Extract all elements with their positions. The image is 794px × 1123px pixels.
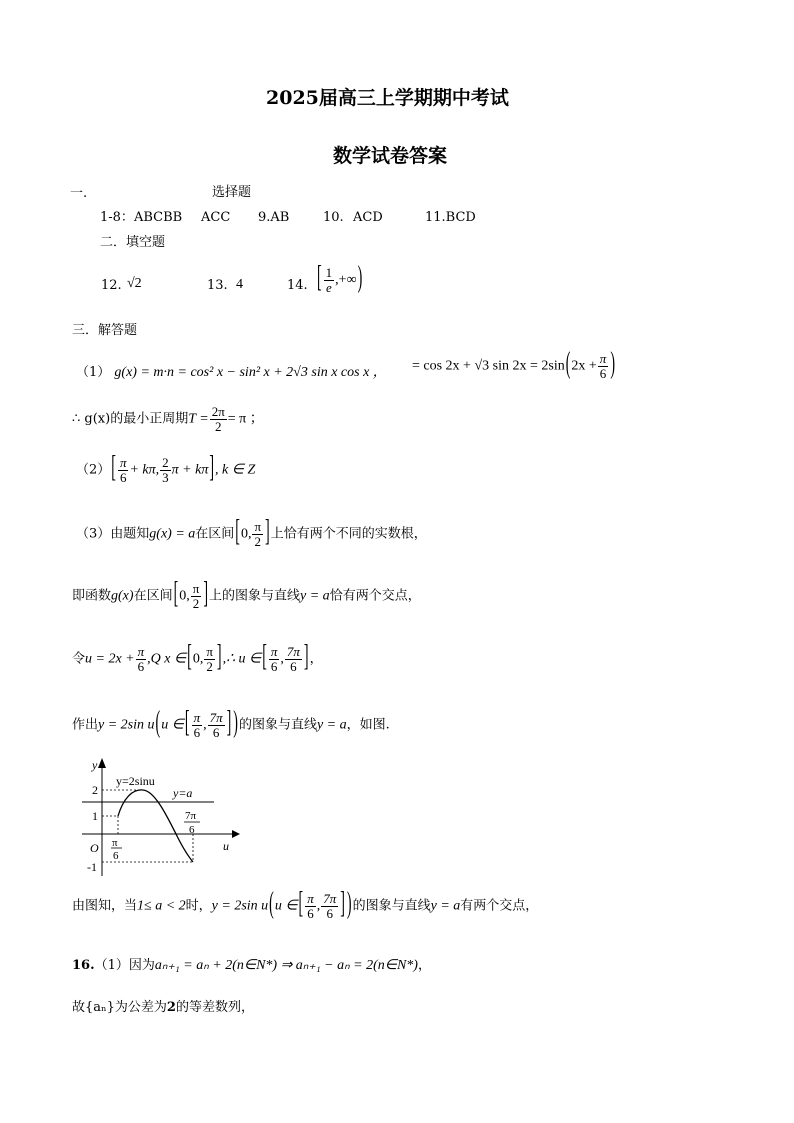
p4-zero: 0, [240, 526, 252, 542]
p5-frac-den: 2 [192, 595, 200, 611]
left-bracket: [ [317, 262, 322, 296]
p3-frac-1 [118, 456, 129, 484]
q12-answer: √2 [127, 276, 142, 291]
p6-frac-1-num: π [137, 644, 145, 659]
x-tick-6b: 6 [189, 824, 195, 836]
y-axis-arrow [98, 758, 106, 768]
bracket-open-2: [ [262, 641, 267, 675]
p3-frac-2-den: 3 [162, 469, 169, 485]
p2-T: T = [188, 411, 209, 427]
p3-tail: , k ∈ Z [215, 462, 256, 478]
paren-open: ( [155, 707, 161, 741]
p6-frac-2-den: 2 [206, 658, 213, 674]
p4-frac-den: 2 [254, 533, 261, 549]
p6-q: ,Q x ∈ [147, 651, 187, 667]
p8-mid: 的图象与直线 [352, 898, 431, 914]
line-label: y=a [173, 786, 193, 800]
p8-u: u ∈ [274, 898, 298, 914]
q12-label: 12. [101, 278, 122, 293]
p8-head: 由图知，当 [72, 898, 138, 914]
p8-frac-2 [321, 892, 338, 920]
bracket-close: ] [203, 578, 208, 612]
page-subtitle: 数学试卷答案 [333, 145, 448, 167]
p8-frac-2-num: 7π [323, 891, 337, 906]
q14-fraction [324, 266, 335, 294]
p1-expression: g(x) = m·n = cos² x − sin² x + 2√3 sin x cos x ， [114, 365, 387, 380]
p6-frac-1-den: 6 [137, 658, 145, 674]
answers-1-8 [100, 211, 182, 224]
p8-line: 由图知，当1≤ a < 2时，y = 2sin u(u ∈[ $\frac{\pi}{6}$ , $\frac{7\pi}{6}$ ] )的图象与直线y = a有两个交点， [72, 888, 539, 922]
bracket-open: [ [235, 516, 240, 550]
p7-frac-1 [192, 711, 203, 739]
p7-y: y = 2sin u [98, 717, 155, 733]
p3-frac-2 [160, 456, 171, 484]
p5-line [72, 578, 421, 612]
q16-common-difference: 2 [166, 1000, 176, 1015]
p6-frac-3 [269, 645, 280, 673]
p5-y: y = a [300, 588, 330, 604]
p7-ya: y = a [316, 717, 347, 733]
section1-number: 一. [70, 186, 88, 201]
p3-line [76, 452, 256, 486]
q14-denominator: e [326, 279, 332, 295]
section1-heading: 选择题 [212, 185, 252, 200]
p8-when: 时， [185, 898, 212, 914]
p3-frac-1-den: 6 [119, 469, 127, 485]
p8-frac-1-num: π [307, 891, 314, 906]
p8-frac-2-den: 6 [326, 905, 333, 921]
p4-frac [252, 520, 263, 548]
p5-frac-num: π [192, 581, 200, 596]
right-paren: ) [357, 262, 363, 296]
paren-close: ) [610, 348, 615, 382]
bracket-close: ] [340, 888, 345, 922]
answer-9: 9.AB [258, 210, 290, 225]
p2-frac-den: 2 [214, 418, 222, 434]
p5-zero: 0, [179, 588, 190, 604]
bracket-open: [ [184, 707, 190, 741]
p4-g: g(x) = a [149, 526, 196, 542]
p7-frac-2-den: 6 [212, 724, 220, 740]
p6-head: 令 [72, 651, 86, 667]
p6-frac-2 [204, 645, 215, 673]
p1-frac-den: 6 [599, 365, 607, 381]
p7-frac-1-den: 6 [193, 724, 201, 740]
p7-mid: 的图象与直线 [238, 717, 317, 733]
p5-head: 即函数 [72, 588, 112, 604]
bracket-close: ] [216, 641, 222, 675]
page-title: 2025届高三上学期期中考试 [266, 87, 509, 109]
q14-rest: ,+∞ [335, 272, 357, 288]
p6-tail: ， [309, 651, 323, 667]
bracket-open: [ [173, 578, 179, 612]
q14-label: 14. [287, 278, 308, 293]
p6-frac-4 [285, 645, 302, 673]
section3-heading: 三．解答题 [72, 323, 138, 338]
p5-mid2: 上的图象与直线 [209, 588, 301, 604]
p8-cond: 1≤ a < 2 [137, 898, 186, 914]
bracket-open: [ [111, 452, 116, 486]
p1-label: （1） [76, 365, 111, 380]
p1-inner: 2x + [571, 358, 597, 374]
p6-frac-4-num: 7π [286, 644, 300, 659]
curve-label: y=2sinu [116, 774, 155, 788]
p3-end: π + kπ [171, 462, 209, 478]
tick-2: 2 [92, 783, 98, 797]
p6-u: u = 2x + [85, 651, 135, 667]
p1-frac [598, 352, 609, 380]
paren-open: ( [269, 888, 274, 922]
p7-line: 作出y = 2sin u(u ∈[ $\frac{\pi}{6}$ , $\frac{7\pi}{6}$ ] )的图象与直线y = a，如图. [72, 707, 390, 741]
bracket-close-2: ] [303, 641, 309, 675]
q16-line-2 [72, 1001, 254, 1014]
q16-tail: ， [417, 958, 431, 973]
q13-label: 13. [207, 278, 228, 293]
section2-heading: 二．填空题 [100, 235, 166, 250]
q16-relation: aₙ₊₁ = aₙ + 2(n∈N*) ⇒ aₙ₊₁ − aₙ = 2(n∈N*) [154, 958, 418, 973]
bracket-open: [ [298, 888, 304, 922]
q16-part: （1）因为 [94, 958, 155, 973]
answer-10: ACD [353, 210, 383, 225]
q14-answer [316, 262, 363, 296]
p7-head: 作出 [72, 717, 99, 733]
p5-tail: 恰有两个交点， [329, 588, 421, 604]
p6-zero: 0, [192, 651, 204, 667]
p5-frac [191, 582, 202, 610]
p2-text: ∴ g(x)的最小正周期 [72, 411, 189, 427]
bracket-close: ] [209, 452, 215, 486]
p7-u: u ∈ [161, 717, 184, 733]
p6-therefore: ,∴ u ∈ [222, 651, 262, 667]
origin-label: O [90, 841, 99, 855]
p4-tail: 上恰有两个不同的实数根， [270, 526, 427, 542]
p8-y: y = 2sin u [211, 898, 269, 914]
paren-close: ) [346, 888, 352, 922]
p6-frac-2-num: π [206, 644, 213, 659]
q16-number: 16. [72, 958, 95, 973]
u-axis-label: u [223, 839, 229, 853]
q16-line-1 [72, 959, 431, 973]
p8-ya: y = a [430, 898, 461, 914]
sine-graph [82, 756, 247, 880]
x-tick-pi: π [112, 837, 118, 849]
p7-frac-2-num: 7π [209, 710, 223, 725]
p1-line [76, 366, 387, 380]
p3-frac-2-num: 2 [162, 455, 169, 470]
answers-6-8: ACC [201, 210, 231, 225]
tick-minus-1: -1 [87, 860, 97, 874]
p3-frac-1-num: π [119, 455, 127, 470]
bracket-close: ] [226, 707, 232, 741]
p8-frac-1-den: 6 [307, 905, 314, 921]
x-tick-6: 6 [113, 850, 119, 862]
q16-line2-tail: 的等差数列， [175, 1000, 254, 1015]
p2-line [72, 405, 264, 433]
u-axis-arrow [232, 830, 240, 838]
p6-frac-1 [136, 645, 147, 673]
answers-1-8-label: 1-8： [100, 210, 134, 225]
p1-line-2 [412, 348, 616, 382]
bracket-open: [ [187, 641, 192, 675]
p2-frac-num: 2π [211, 404, 225, 419]
q14-numerator: 1 [325, 265, 333, 280]
p7-frac-2 [208, 711, 225, 739]
tick-1: 1 [92, 809, 98, 823]
y-axis-label: y [92, 758, 98, 772]
p2-frac [210, 405, 227, 433]
p4-mid: 在区间 [195, 526, 235, 542]
answer-10-label: 10. [323, 210, 344, 225]
q16-line2-head: 故{aₙ}为公差为 [72, 1000, 167, 1015]
answer-11: 11.BCD [425, 210, 476, 225]
answers-1-5: ABCBB [133, 210, 183, 225]
p6-frac-4-den: 6 [290, 658, 297, 674]
p4-label: （3）由题知 [76, 526, 150, 542]
p1-expression-2: = cos 2x + √3 sin 2x = 2sin [412, 358, 565, 374]
p7-tail: ，如图. [346, 717, 390, 733]
x-tick-7pi: 7π [185, 810, 197, 822]
p6-line: 令u = 2x + $\frac{\pi}{6}$ ,Q x ∈[0, $\frac{\pi}{2}$ ],∴ u ∈[ $\frac{\pi}{6}$ , $\frac{7\pi}{6}$ ]， [72, 641, 323, 675]
p4-line [76, 516, 427, 550]
p4-frac-num: π [254, 519, 262, 534]
bracket-close: ] [265, 516, 270, 550]
sine-curve [118, 790, 193, 862]
p3-mid: + kπ, [129, 462, 160, 478]
p7-frac-1-num: π [193, 710, 201, 725]
p8-frac-1 [305, 892, 316, 920]
p8-tail: 有两个交点， [460, 898, 539, 914]
p5-mid: 在区间 [133, 588, 173, 604]
p3-label: （2） [76, 462, 111, 478]
p2-tail: = π ； [227, 411, 264, 427]
p6-frac-3-den: 6 [270, 658, 278, 674]
p6-frac-3-num: π [270, 644, 278, 659]
paren-close: ) [233, 707, 238, 741]
p5-g: g(x) [111, 588, 134, 604]
q13-answer: 4 [236, 277, 243, 292]
paren-open: ( [565, 348, 571, 382]
p1-frac-num: π [599, 351, 607, 366]
